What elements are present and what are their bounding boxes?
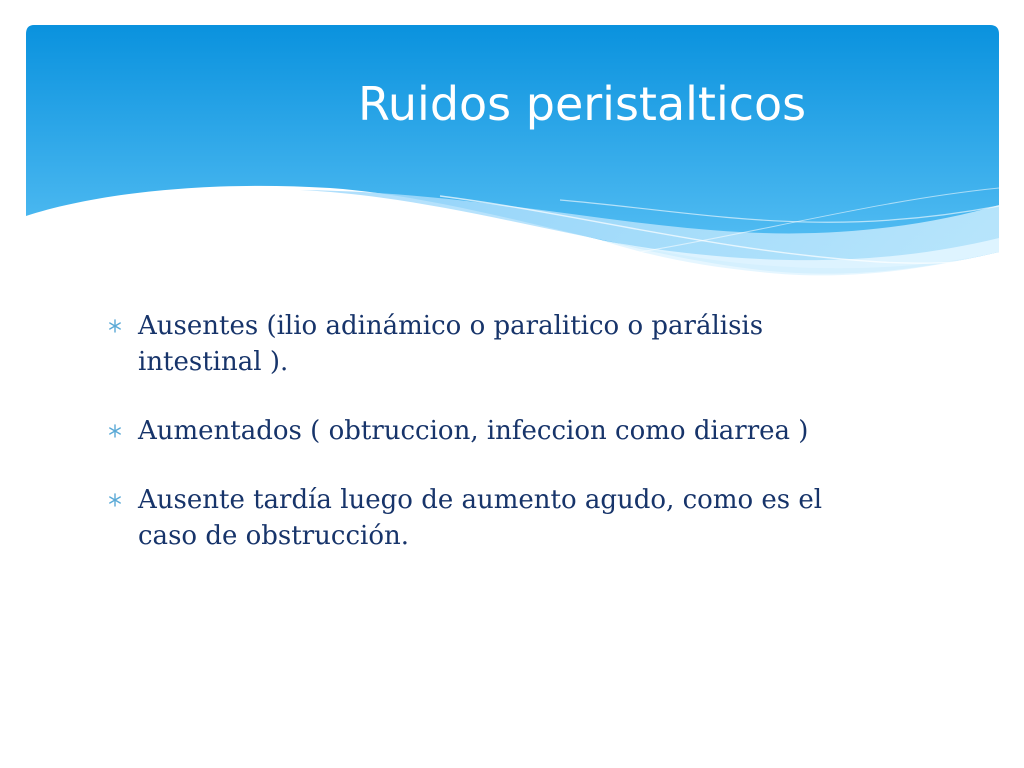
bullet-text: Aumentados ( obtruccion, infeccion como diarrea ) [138,416,809,446]
asterisk-bullet-icon [108,319,122,333]
bullet-item [108,413,928,449]
bullet-item [108,308,928,380]
bullet-list [108,308,928,554]
asterisk-bullet-icon [108,493,122,507]
asterisk-bullet-icon [108,424,122,438]
header-wave-banner [0,0,1024,300]
bullet-text: Ausente tardía luego de aumento agudo, como es el caso de obstrucción. [138,485,823,551]
bullet-item [108,482,928,554]
slide-title: Ruidos peristalticos [358,77,807,131]
bullet-text: Ausentes (ilio adinámico o paralitico o parálisis intestinal ). [138,311,764,377]
